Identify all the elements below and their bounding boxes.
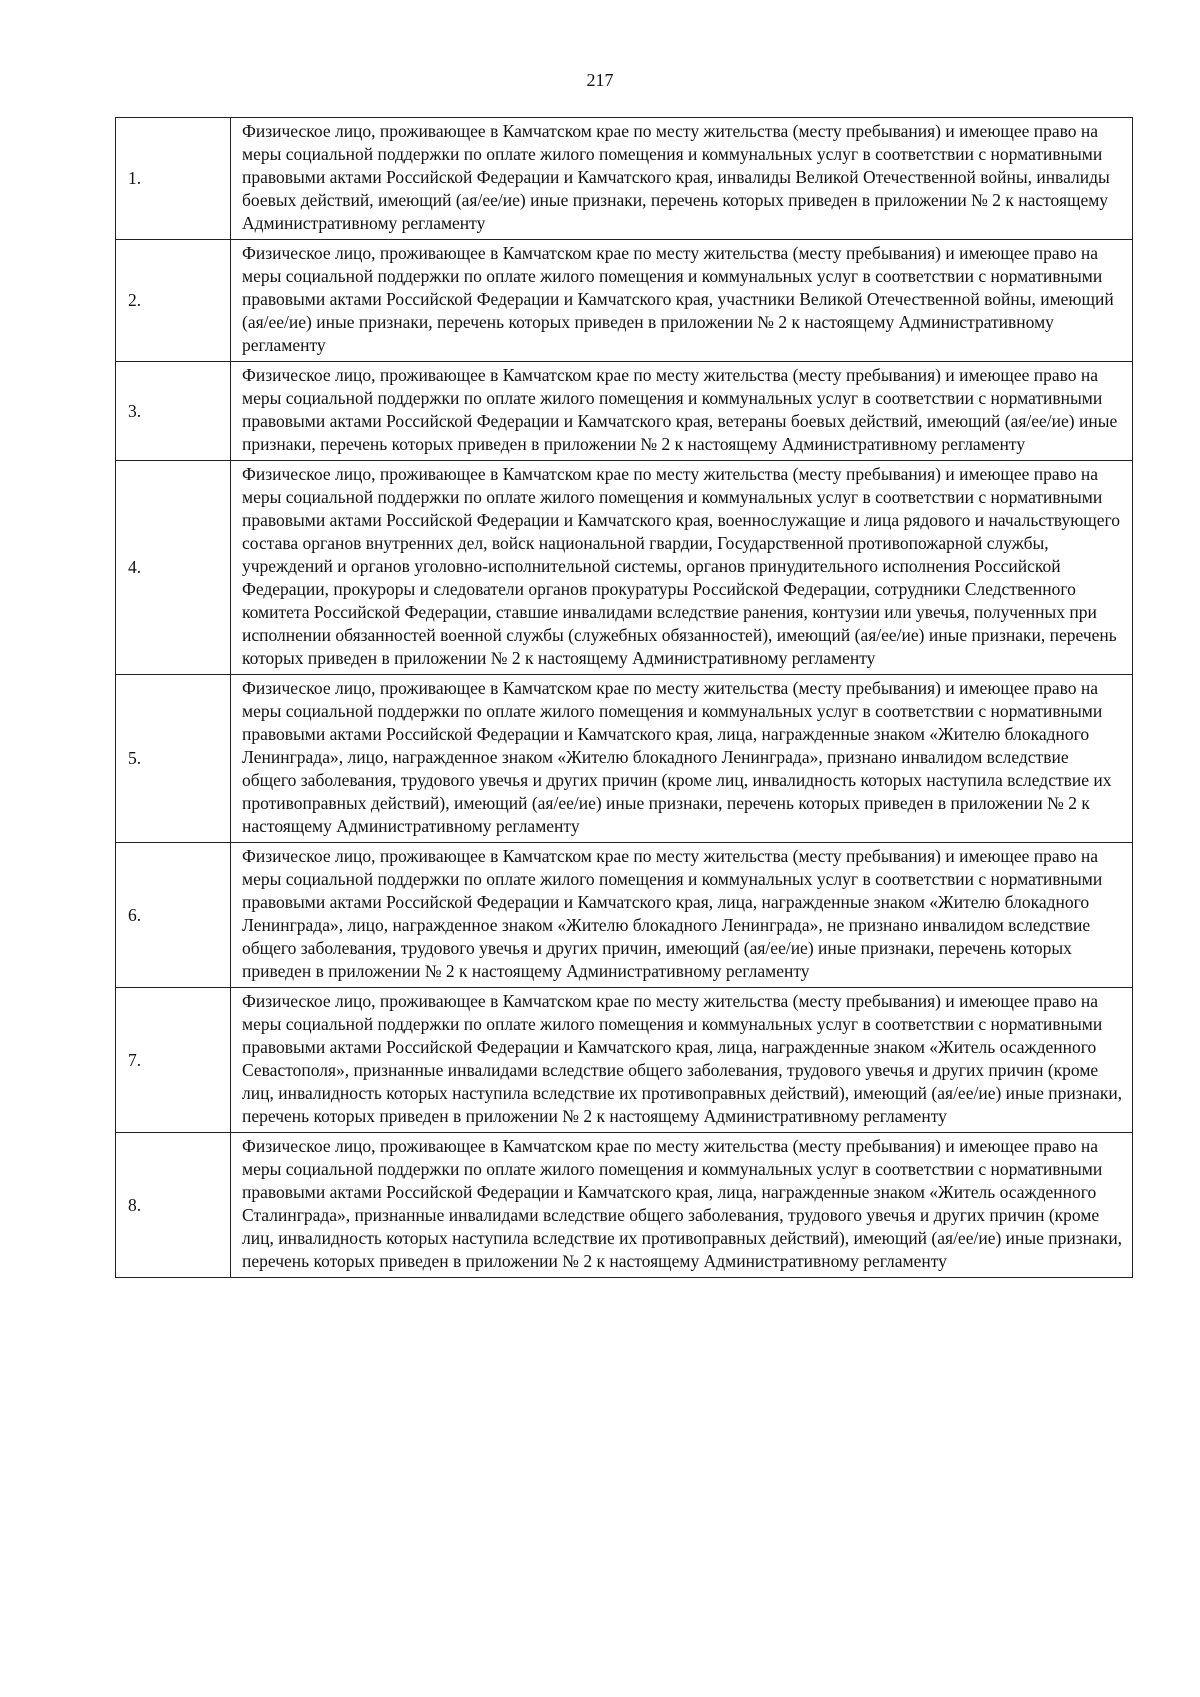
page-number: 217 <box>586 70 614 90</box>
row-number: 5. <box>116 675 231 843</box>
row-number: 2. <box>116 240 231 362</box>
row-text: Физическое лицо, проживающее в Камчатском крае по месту жительства (месту пребывания) и имеющее право на меры социальной поддержки по оплате жилого помещения и коммунальных услуг в соответствии с нормативными правовыми актами Российской Федерации и Камчатского края, участники Великой Отечественной войны, имеющий (ая/ее/ие) иные признаки, перечень которых приведен в приложении № 2 к настоящему Административному регламенту <box>231 240 1133 362</box>
table-row <box>116 461 1133 675</box>
table-row <box>116 1133 1133 1278</box>
row-text: Физическое лицо, проживающее в Камчатском крае по месту жительства (месту пребывания) и имеющее право на меры социальной поддержки по оплате жилого помещения и коммунальных услуг в соответствии с нормативными правовыми актами Российской Федерации и Камчатского края, военнослужащие и лица рядового и начальствующего состава органов внутренних дел, войск национальной гвардии, Государственной противопожарной службы, учреждений и органов уголовно-исполнительной системы, органов принудительного исполнения Российской Федерации, прокуроры и следователи органов прокуратуры Российской Федерации, сотрудники Следственного комитета Российской Федерации, ставшие инвалидами вследствие ранения, контузии или увечья, полученных при исполнении обязанностей военной службы (служебных обязанностей), имеющий (ая/ее/ие) иные признаки, перечень которых приведен в приложении № 2 к настоящему Административному регламенту <box>231 461 1133 675</box>
table-row <box>116 362 1133 461</box>
row-number: 7. <box>116 988 231 1133</box>
row-text: Физическое лицо, проживающее в Камчатском крае по месту жительства (месту пребывания) и имеющее право на меры социальной поддержки по оплате жилого помещения и коммунальных услуг в соответствии с нормативными правовыми актами Российской Федерации и Камчатского края, ветераны боевых действий, имеющий (ая/ее/ие) иные признаки, перечень которых приведен в приложении № 2 к настоящему Административному регламенту <box>231 362 1133 461</box>
row-text: Физическое лицо, проживающее в Камчатском крае по месту жительства (месту пребывания) и имеющее право на меры социальной поддержки по оплате жилого помещения и коммунальных услуг в соответствии с нормативными правовыми актами Российской Федерации и Камчатского края, лица, награжденные знаком «Житель осажденного Севастополя», признанные инвалидами вследствие общего заболевания, трудового увечья и других причин (кроме лиц, инвалидность которых наступила вследствие их противоправных действий), имеющий (ая/ее/ие) иные признаки, перечень которых приведен в приложении № 2 к настоящему Административному регламенту <box>231 988 1133 1133</box>
table-row <box>116 118 1133 240</box>
row-text: Физическое лицо, проживающее в Камчатском крае по месту жительства (месту пребывания) и имеющее право на меры социальной поддержки по оплате жилого помещения и коммунальных услуг в соответствии с нормативными правовыми актами Российской Федерации и Камчатского края, лица, награжденные знаком «Житель осажденного Сталинграда», признанные инвалидами вследствие общего заболевания, трудового увечья и других причин (кроме лиц, инвалидность которых наступила вследствие их противоправных действий), имеющий (ая/ее/ие) иные признаки, перечень которых приведен в приложении № 2 к настоящему Административному регламенту <box>231 1133 1133 1278</box>
table-row <box>116 843 1133 988</box>
row-number: 4. <box>116 461 231 675</box>
categories-table <box>115 117 1133 1278</box>
row-text: Физическое лицо, проживающее в Камчатском крае по месту жительства (месту пребывания) и имеющее право на меры социальной поддержки по оплате жилого помещения и коммунальных услуг в соответствии с нормативными правовыми актами Российской Федерации и Камчатского края, лица, награжденные знаком «Жителю блокадного Ленинграда», лицо, награжденное знаком «Жителю блокадного Ленинграда», не признано инвалидом вследствие общего заболевания, трудового увечья и других причин, имеющий (ая/ее/ие) иные признаки, перечень которых приведен в приложении № 2 к настоящему Административному регламенту <box>231 843 1133 988</box>
row-text: Физическое лицо, проживающее в Камчатском крае по месту жительства (месту пребывания) и имеющее право на меры социальной поддержки по оплате жилого помещения и коммунальных услуг в соответствии с нормативными правовыми актами Российской Федерации и Камчатского края, инвалиды Великой Отечественной войны, инвалиды боевых действий, имеющий (ая/ее/ие) иные признаки, перечень которых приведен в приложении № 2 к настоящему Административному регламенту <box>231 118 1133 240</box>
row-number: 1. <box>116 118 231 240</box>
table-row <box>116 675 1133 843</box>
row-number: 8. <box>116 1133 231 1278</box>
row-number: 6. <box>116 843 231 988</box>
table-row <box>116 240 1133 362</box>
row-text: Физическое лицо, проживающее в Камчатском крае по месту жительства (месту пребывания) и имеющее право на меры социальной поддержки по оплате жилого помещения и коммунальных услуг в соответствии с нормативными правовыми актами Российской Федерации и Камчатского края, лица, награжденные знаком «Жителю блокадного Ленинграда», лицо, награжденное знаком «Жителю блокадного Ленинграда», признано инвалидом вследствие общего заболевания, трудового увечья и других причин (кроме лиц, инвалидность которых наступила вследствие их противоправных действий), имеющий (ая/ее/ие) иные признаки, перечень которых приведен в приложении № 2 к настоящему Административному регламенту <box>231 675 1133 843</box>
table-row <box>116 988 1133 1133</box>
row-number: 3. <box>116 362 231 461</box>
